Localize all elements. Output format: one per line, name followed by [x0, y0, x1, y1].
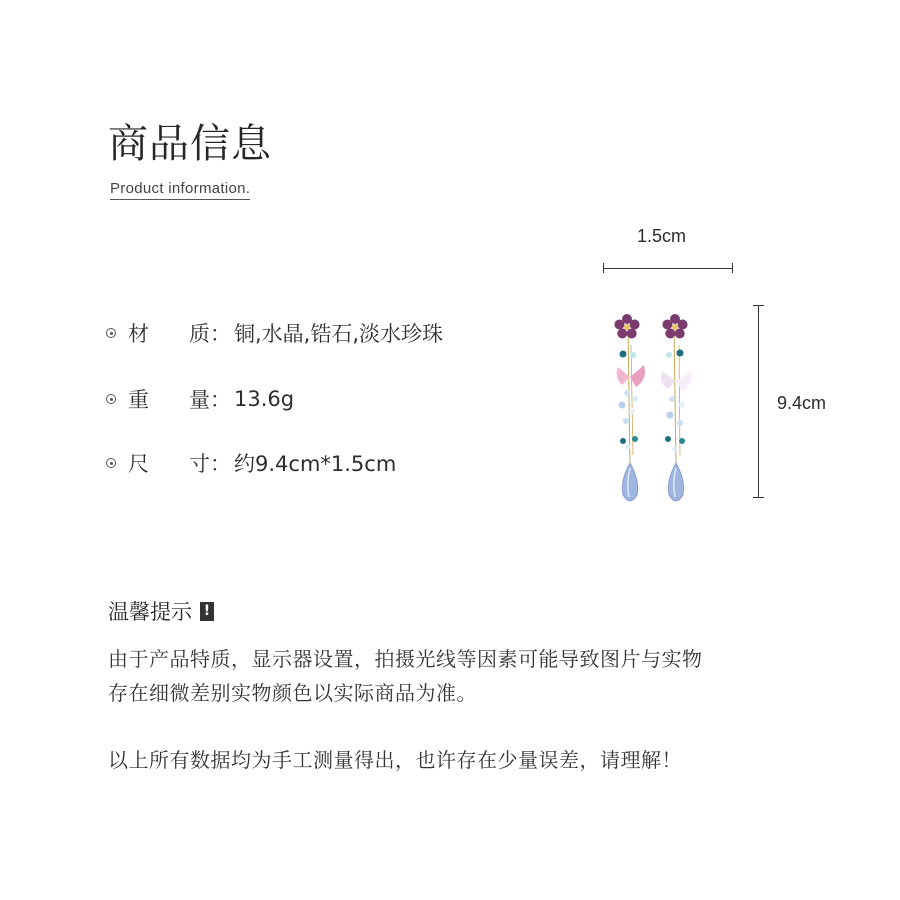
height-dimension-tick-top	[753, 305, 764, 306]
white-butterfly-icon	[661, 371, 692, 391]
width-dimension-tick-right	[732, 263, 733, 273]
bullet-icon	[106, 328, 116, 338]
flower-stud-icon	[662, 314, 687, 339]
spec-label: 尺 寸	[128, 452, 210, 476]
crystal-drop-icon	[668, 463, 683, 501]
width-dimension-label: 1.5cm	[637, 226, 687, 246]
spec-row-weight	[106, 384, 294, 414]
spec-value-size: 约9.4cm*1.5cm	[234, 452, 397, 476]
spec-colon: ：	[210, 452, 231, 476]
spec-value-weight: 13.6g	[234, 387, 295, 411]
left-earring	[614, 314, 645, 501]
notice-line-2: 存在细微差别实物颜色以实际商品为准。	[108, 681, 477, 705]
width-dimension-line	[603, 268, 733, 269]
earrings-image	[600, 305, 710, 510]
spec-label: 材 质	[128, 322, 210, 346]
flower-stud-icon	[614, 314, 639, 339]
spec-colon: ：	[210, 388, 231, 412]
page-subtitle: Product information.	[110, 180, 250, 200]
pink-butterfly-icon	[617, 365, 645, 387]
height-dimension-line	[758, 305, 759, 498]
crystal-drop-icon	[622, 463, 637, 501]
width-dimension-tick-left	[603, 263, 604, 273]
spec-value-material: 铜,水晶,锆石,淡水珍珠	[234, 322, 444, 346]
spec-row-material	[106, 318, 443, 348]
bullet-icon	[106, 458, 116, 468]
spec-label: 重 量	[128, 388, 210, 412]
spec-colon: ：	[210, 322, 231, 346]
notice-line-1: 由于产品特质，显示器设置，拍摄光线等因素可能导致图片与实物	[108, 647, 703, 671]
right-earring	[661, 314, 692, 501]
bullet-icon	[106, 394, 116, 404]
notice-line-3: 以上所有数据均为手工测量得出，也许存在少量误差，请理解！	[108, 748, 682, 772]
spec-row-size	[106, 448, 396, 478]
notice-title: 温馨提示 !	[108, 596, 214, 626]
height-dimension-tick-bottom	[753, 497, 764, 498]
height-dimension-label: 9.4cm	[777, 393, 827, 413]
warning-icon: !	[200, 602, 214, 621]
page-title: 商品信息	[108, 121, 272, 167]
